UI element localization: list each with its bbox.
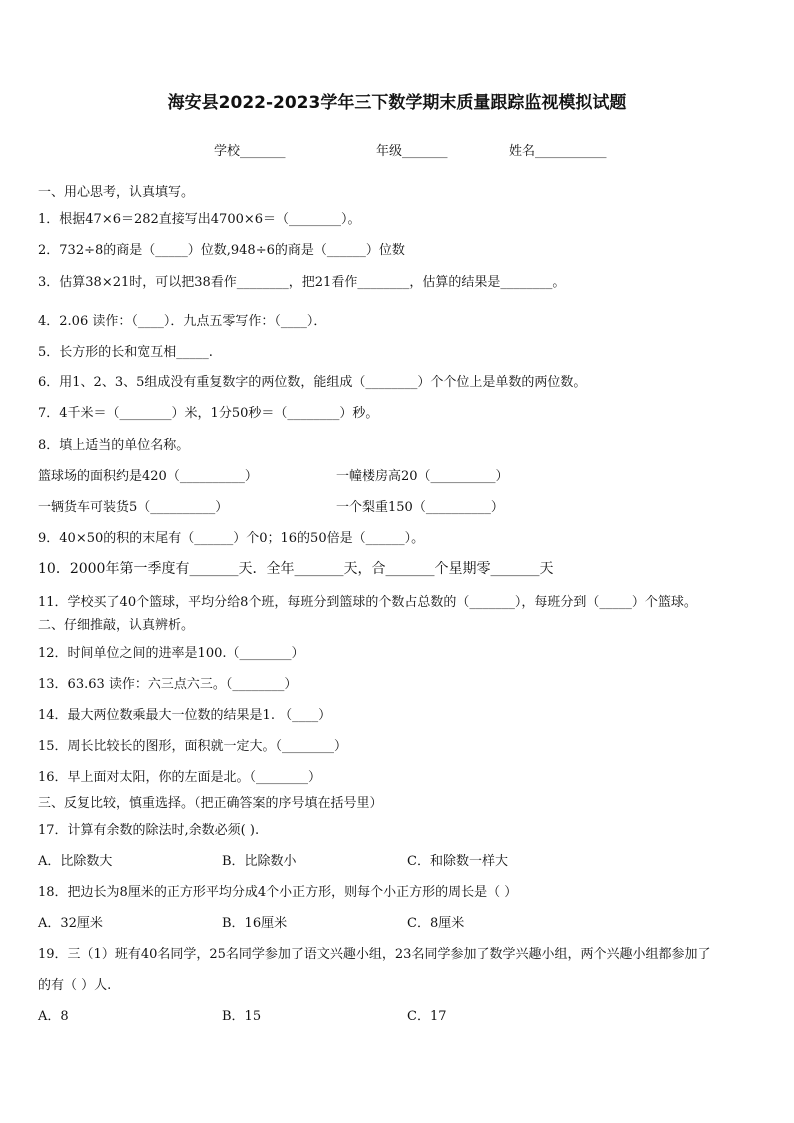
question-11: 11．学校买了40个篮球，平均分给8个班，每班分到篮球的个数占总数的（_______），每班分到（_____）个篮球。 — [38, 595, 697, 610]
grade-field: 年级_______ — [376, 144, 448, 159]
question-17-option-c: C．和除数一样大 — [407, 854, 508, 869]
school-field: 学校_______ — [214, 144, 286, 159]
question-5: 5．长方形的长和宽互相_____. — [38, 345, 213, 360]
question-7: 7．4千米＝（________）米，1分50秒＝（________）秒。 — [38, 406, 379, 421]
question-18-option-c: C．8厘米 — [407, 916, 465, 931]
question-12: 12．时间单位之间的进率是100.（________） — [38, 646, 305, 661]
question-17-option-a: A．比除数大 — [38, 854, 113, 869]
question-15: 15．周长比较长的图形，面积就一定大。（________） — [38, 739, 348, 754]
question-16: 16．早上面对太阳，你的左面是北。（________） — [38, 770, 322, 785]
question-18-option-a: A．32厘米 — [38, 916, 103, 931]
question-8-item-b: 一幢楼房高20（__________） — [336, 469, 509, 484]
question-18: 18．把边长为8厘米的正方形平均分成4个小正方形，则每个小正方形的周长是（ ） — [38, 885, 518, 900]
question-3: 3．估算38×21时，可以把38看作________，把21看作________，估算的结果是________。 — [38, 275, 566, 290]
question-10: 10．2000年第一季度有_______天．全年_______天，合_______个星期零_______天 — [38, 561, 554, 577]
section-heading-1: 一、用心思考，认真填写。 — [38, 185, 195, 200]
question-8-item-c: 一辆货车可装货5（__________） — [38, 500, 229, 515]
question-14: 14．最大两位数乘最大一位数的结果是1. （____） — [38, 708, 332, 723]
question-6: 6．用1、2、3、5组成没有重复数字的两位数，能组成（________）个个位上是单数的两位数。 — [38, 375, 587, 390]
question-17: 17．计算有余数的除法时,余数必须( ). — [38, 823, 260, 838]
section-heading-3: 三、反复比较，慎重选择。（把正确答案的序号填在括号里） — [38, 796, 383, 811]
section-heading-2: 二、仔细推敲，认真辨析。 — [38, 618, 195, 633]
question-8-item-d: 一个梨重150（__________） — [336, 500, 504, 515]
question-17-option-b: B．比除数小 — [222, 854, 297, 869]
question-9: 9．40×50的积的末尾有（______）个0；16的50倍是（______）。 — [38, 531, 425, 546]
question-2: 2．732÷8的商是（_____）位数,948÷6的商是（______）位数 — [38, 243, 405, 258]
question-19-line-1: 19．三（1）班有40名同学，25名同学参加了语文兴趣小组，23名同学参加了数学兴趣小组，两个兴趣小组都参加了 — [38, 947, 711, 962]
question-8-item-a: 篮球场的面积约是420（__________） — [38, 469, 258, 484]
name-field: 姓名___________ — [509, 144, 607, 159]
page-title: 海安县2022-2023学年三下数学期末质量跟踪监视模拟试题 — [167, 93, 627, 113]
question-19-option-b: B．15 — [222, 1009, 262, 1024]
question-13: 13．63.63 读作：六三点六三。（________） — [38, 677, 298, 692]
question-18-option-b: B．16厘米 — [222, 916, 288, 931]
question-8: 8．填上适当的单位名称。 — [38, 438, 190, 453]
question-4: 4．2.06 读作：（____）．九点五零写作：（____）． — [38, 314, 327, 329]
question-1: 1．根据47×6＝282直接写出4700×6＝（________）。 — [38, 212, 361, 227]
question-19-line-2: 的有（ ）人. — [38, 978, 112, 993]
question-19-option-c: C．17 — [407, 1009, 447, 1024]
question-19-option-a: A．8 — [38, 1009, 69, 1024]
